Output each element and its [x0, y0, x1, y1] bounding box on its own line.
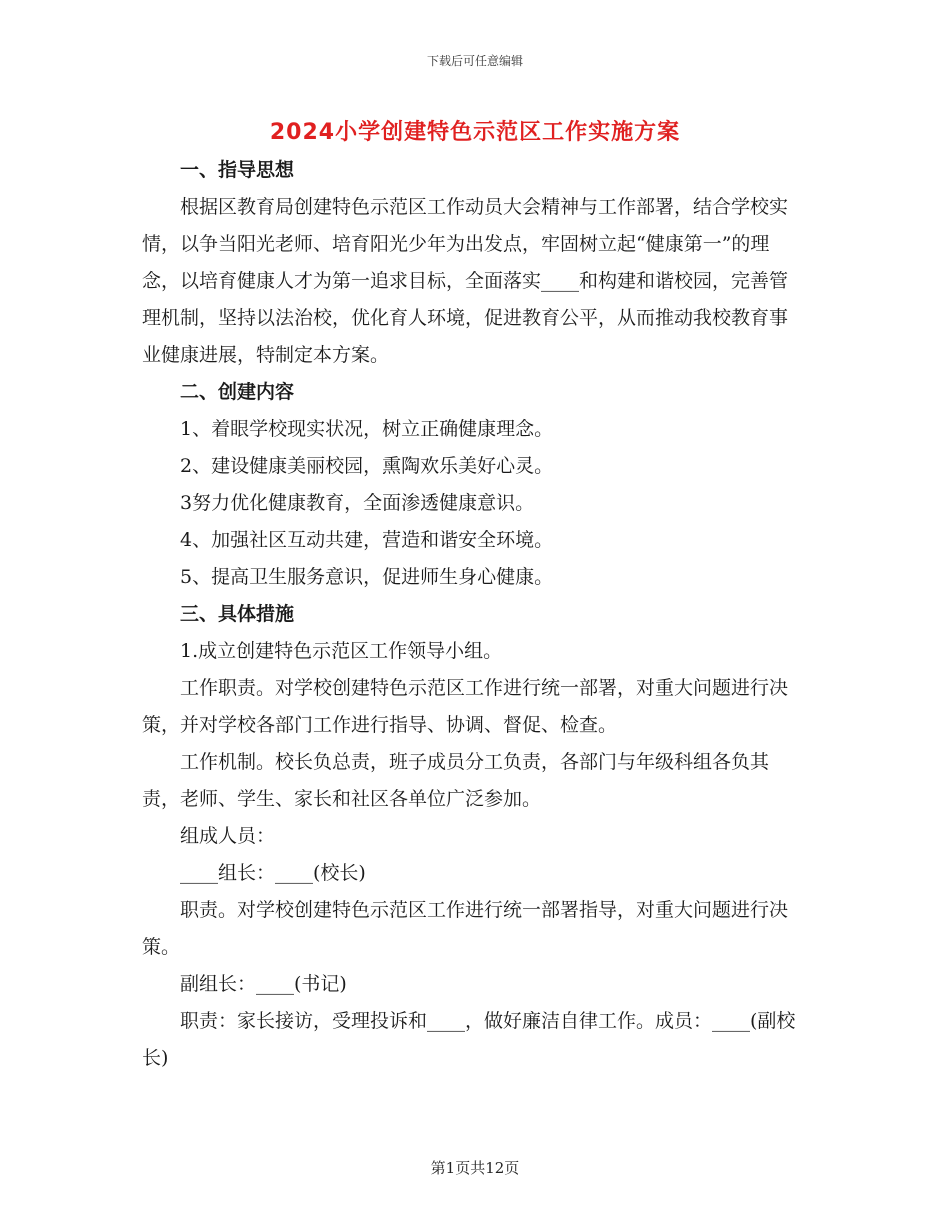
document-title: 2024小学创建特色示范区工作实施方案 [269, 120, 681, 145]
paragraph: 工作职责。对学校创建特色示范区工作进行统一部署，对重大问题进行决策，并对学校各部门工作进行指导、协调、督促、检查。 [142, 677, 789, 736]
paragraph: 1.成立创建特色示范区工作领导小组。 [180, 640, 503, 662]
list-item: 4、加强社区互动共建，营造和谐安全环境。 [180, 529, 554, 551]
section-heading: 三、具体措施 [180, 603, 295, 625]
page-footer: 第1页共12页 [430, 1159, 520, 1177]
list-item: 2、建设健康美丽校园，熏陶欢乐美好心灵。 [180, 455, 554, 477]
section-heading: 一、指导思想 [180, 159, 295, 181]
paragraph: 副组长：____(书记) [180, 973, 347, 995]
list-item: 1、着眼学校现实状况，树立正确健康理念。 [180, 418, 554, 440]
paragraph: 组成人员： [180, 825, 276, 847]
document-body [142, 152, 806, 1077]
paragraph: ____组长：____(校长) [180, 862, 366, 884]
paragraph: 根据区教育局创建特色示范区工作动员大会精神与工作部署，结合学校实情，以争当阳光老师、培育阳光少年为出发点，牢固树立起“健康第一”的理念，以培育健康人才为第一追求目标，全面落实____和构建和谐校园，完善管理机制，坚持以法治校，优化育人环境，促进教育公平，从而推动我校教育事业健康进展，特制定本方案。 [142, 196, 789, 366]
list-item: 5、提高卫生服务意识，促进师生身心健康。 [180, 566, 554, 588]
list-item: 3努力优化健康教育，全面渗透健康意识。 [180, 492, 535, 514]
paragraph: 工作机制。校长负总责，班子成员分工负责，各部门与年级科组各负其责，老师、学生、家长和社区各单位广泛参加。 [142, 751, 770, 810]
header-note: 下载后可任意编辑 [426, 54, 523, 68]
paragraph: 职责：家长接访，受理投诉和____，做好廉洁自律工作。成员：____(副校长) [142, 1010, 796, 1069]
section-heading: 二、创建内容 [180, 381, 295, 403]
paragraph: 职责。对学校创建特色示范区工作进行统一部署指导，对重大问题进行决策。 [142, 899, 789, 958]
